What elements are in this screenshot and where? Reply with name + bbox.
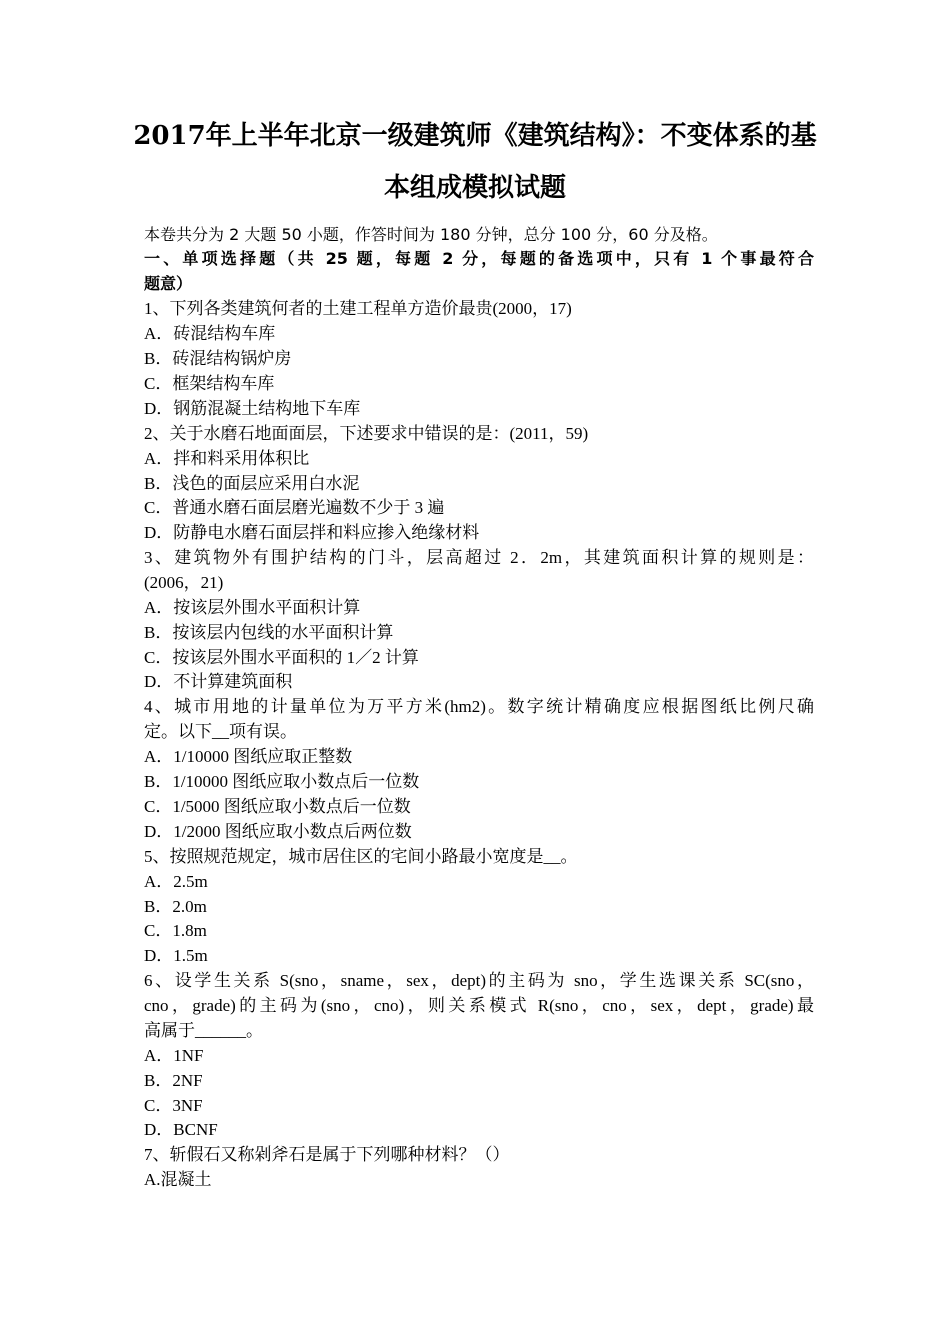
answer-option: B．砖混结构锅炉房 (144, 349, 292, 368)
answer-option: B．2NF (144, 1071, 203, 1090)
document-title-line-1: 2017年上半年北京一级建筑师《建筑结构》：不变体系的基 (133, 121, 817, 151)
answer-option: C．3NF (144, 1096, 203, 1115)
answer-option: D．防静电水磨石面层拌和料应掺入绝缘材料 (144, 523, 480, 542)
answer-option: C．1/5000 图纸应取小数点后一位数 (144, 797, 411, 816)
question-text: 3、建筑物外有围护结构的门斗，层高超过 2．2m，其建筑面积计算的规则是： (144, 548, 814, 567)
answer-option: A．1/10000 图纸应取正整数 (144, 747, 353, 766)
answer-option: D．BCNF (144, 1120, 218, 1139)
answer-option: D．不计算建筑面积 (144, 672, 293, 691)
answer-option: C．1.8m (144, 921, 207, 940)
document-title-line-2: 本组成模拟试题 (383, 173, 566, 203)
question-text-continued: cno，grade)的主码为(sno，cno)，则关系模式 R(sno，cno，sex，dept，grade)最 (144, 996, 814, 1015)
answer-option: A．1NF (144, 1046, 204, 1065)
answer-option: A．砖混结构车库 (144, 324, 276, 343)
question-text-continued: 高属于______。 (144, 1021, 263, 1040)
answer-option: C．普通水磨石面层磨光遍数不少于 3 遍 (144, 498, 445, 517)
exam-intro: 本卷共分为 2 大题 50 小题，作答时间为 180 分钟，总分 100 分，60 分及格。 (144, 225, 718, 244)
answer-option: A.混凝土 (144, 1170, 212, 1189)
question-text: 6、设学生关系 S(sno，sname，sex，dept)的主码为 sno，学生选课关系 SC(sno， (144, 971, 814, 990)
answer-option: A．2.5m (144, 872, 208, 891)
answer-option: B．按该层内包线的水平面积计算 (144, 623, 394, 642)
answer-option: A．按该层外围水平面积计算 (144, 598, 361, 617)
section-heading-line-1: 一、单项选择题（共 25 题，每题 2 分，每题的备选项中，只有 1 个事最符合 (144, 249, 814, 268)
answer-option: A．拌和料采用体积比 (144, 449, 310, 468)
answer-option: C．框架结构车库 (144, 374, 275, 393)
answer-option: D．1.5m (144, 946, 208, 965)
question-text: 7、斩假石又称剁斧石是属于下列哪种材料？（） (144, 1145, 510, 1164)
answer-option: B．浅色的面层应采用白水泥 (144, 474, 360, 493)
answer-option: B．2.0m (144, 897, 207, 916)
section-heading-line-2: 题意） (144, 274, 193, 293)
question-text-continued: (2006，21) (144, 573, 224, 592)
answer-option: C．按该层外围水平面积的 1／2 计算 (144, 648, 419, 667)
question-text: 4、城市用地的计量单位为万平方米(hm2)。数字统计精确度应根据图纸比例尺确 (144, 697, 814, 716)
answer-option: B．1/10000 图纸应取小数点后一位数 (144, 772, 420, 791)
answer-option: D．1/2000 图纸应取小数点后两位数 (144, 822, 412, 841)
question-text: 1、下列各类建筑何者的土建工程单方造价最贵(2000，17) (144, 299, 572, 318)
question-text: 5、按照规范规定，城市居住区的宅间小路最小宽度是__。 (144, 847, 578, 866)
answer-option: D．钢筋混凝土结构地下车库 (144, 399, 361, 418)
question-text-continued: 定。以下__项有误。 (144, 722, 297, 741)
question-text: 2、关于水磨石地面面层，下述要求中错误的是：(2011，59) (144, 424, 589, 443)
